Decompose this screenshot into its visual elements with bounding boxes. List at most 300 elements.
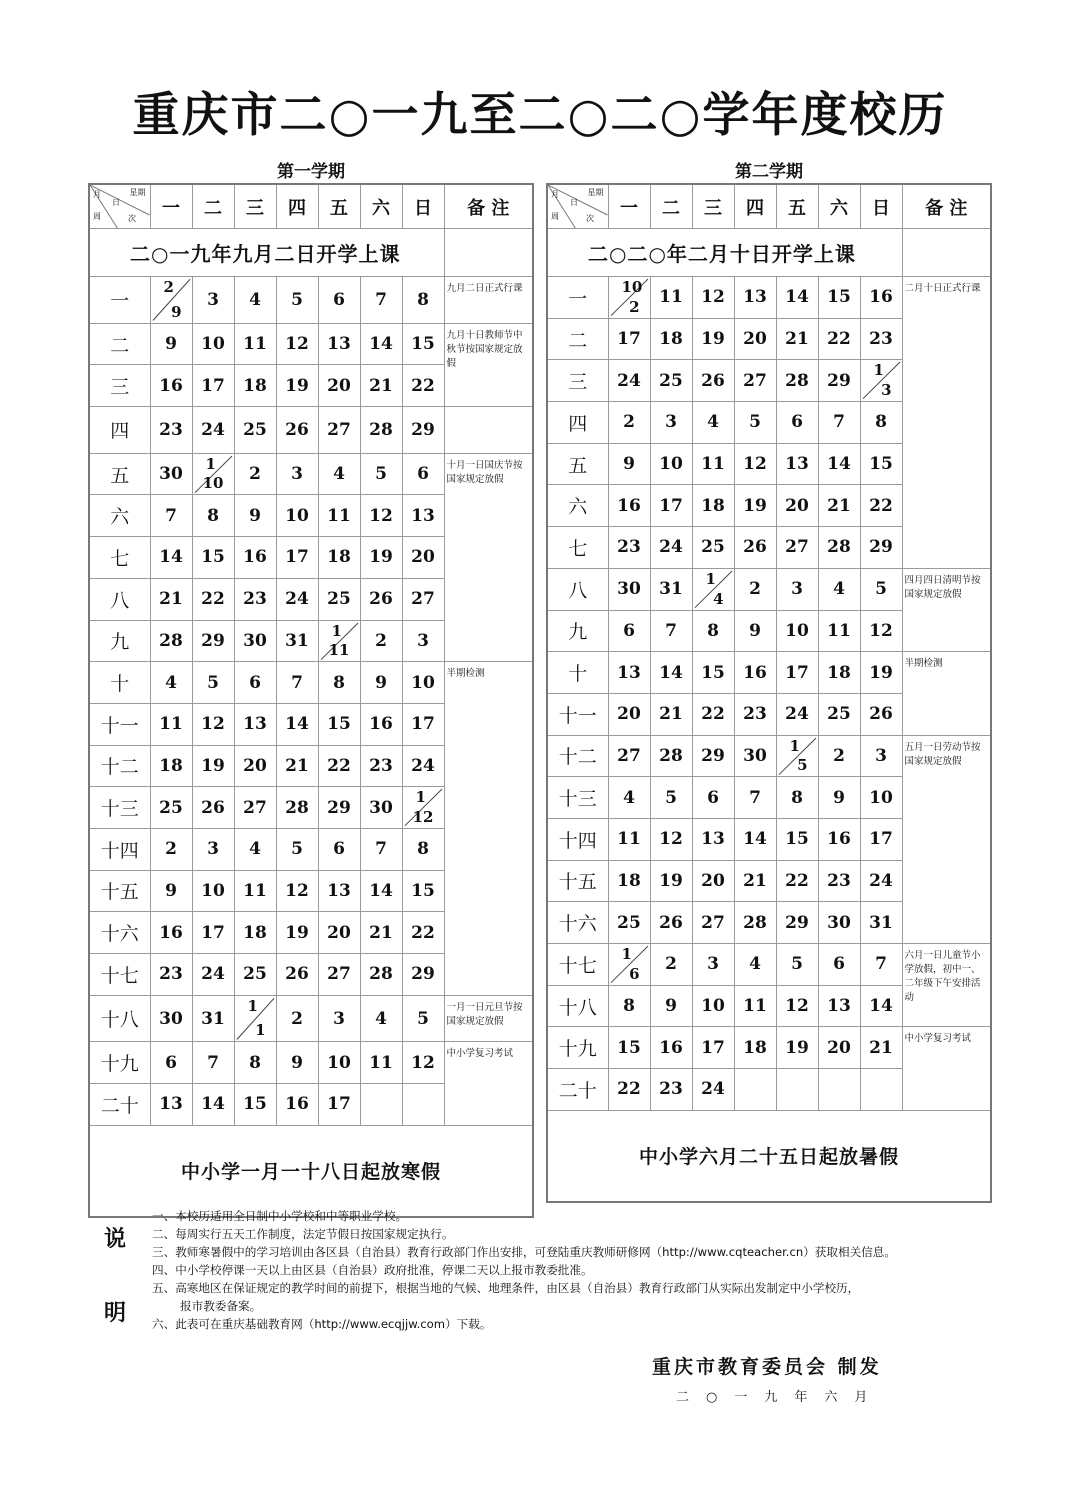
day-cell: 10 [650, 443, 692, 485]
day-cell: 19 [734, 485, 776, 527]
corner-label: 日 [570, 198, 578, 207]
day-cell: 14 [192, 1084, 234, 1126]
day-cell: 16 [150, 365, 192, 407]
day-cell: 8 [692, 610, 734, 652]
day-cell: 7 [150, 495, 192, 537]
day-cell: 8 [318, 662, 360, 704]
term-start: 二○二○年二月十日开学上课 [547, 229, 902, 277]
week-number: 十九 [547, 1027, 608, 1069]
day-cell: 16 [734, 652, 776, 694]
day-cell: 18 [150, 745, 192, 787]
day-cell: 23 [234, 578, 276, 620]
day-cell: 21 [650, 693, 692, 735]
corner-label: 星期 [587, 188, 604, 197]
note-cell [444, 407, 533, 454]
day-cell: 19 [860, 652, 902, 694]
day-cell: 27 [318, 954, 360, 996]
day-cell: 17 [192, 912, 234, 954]
week-number: 一 [547, 277, 608, 319]
corner-diagonal [548, 185, 608, 228]
note-cell: 中小学复习考试 [902, 1027, 991, 1110]
note-cell: 九月十日教师节中秋节按国家规定放假 [444, 323, 533, 406]
day-cell: 16 [360, 703, 402, 745]
week-number: 十三 [547, 777, 608, 819]
day-cell: 8 [860, 402, 902, 444]
day-cell: 17 [402, 703, 444, 745]
vacation-note: 中小学一月一十八日起放寒假 [89, 1125, 533, 1217]
day-cell [192, 453, 234, 495]
note-cell: 半期检测 [444, 662, 533, 996]
week-row [89, 1042, 533, 1084]
day-cell: 8 [608, 985, 650, 1027]
note-cell: 四月四日清明节按国家规定放假 [902, 568, 991, 651]
day-cell: 22 [692, 693, 734, 735]
day-cell: 15 [192, 537, 234, 579]
day-cell: 23 [150, 954, 192, 996]
corner-header-cell [547, 184, 608, 229]
day-cell: 22 [818, 318, 860, 360]
day-cell: 15 [234, 1084, 276, 1126]
split-bottom: 12 [412, 807, 434, 826]
day-cell: 26 [360, 578, 402, 620]
month-split [861, 360, 902, 401]
corner-diagonal [90, 185, 150, 228]
week-row [89, 323, 533, 365]
day-cell [360, 1084, 402, 1126]
day-cell: 10 [192, 870, 234, 912]
day-cell: 31 [276, 620, 318, 662]
day-cell: 15 [692, 652, 734, 694]
day-cell: 10 [860, 777, 902, 819]
week-number: 六 [547, 485, 608, 527]
split-bottom: 11 [328, 641, 350, 660]
day-cell: 14 [776, 277, 818, 319]
day-cell: 7 [650, 610, 692, 652]
week-number: 十八 [547, 985, 608, 1027]
day-cell: 13 [776, 443, 818, 485]
day-cell: 19 [360, 537, 402, 579]
week-number: 十一 [547, 693, 608, 735]
day-cell [692, 568, 734, 610]
day-cell: 6 [402, 453, 444, 495]
day-cell: 14 [360, 323, 402, 365]
day-cell: 11 [818, 610, 860, 652]
day-cell: 19 [192, 745, 234, 787]
day-cell: 3 [192, 828, 234, 870]
day-header: 三 [692, 184, 734, 229]
month-split [609, 944, 650, 985]
corner-label: 星期 [129, 188, 146, 197]
issued-date: 二○一九年六月 [676, 1390, 885, 1405]
explanation-list [152, 1207, 1032, 1333]
day-cell: 18 [650, 318, 692, 360]
week-row [547, 568, 991, 610]
day-cell: 13 [734, 277, 776, 319]
day-cell [150, 277, 192, 324]
day-cell: 15 [402, 323, 444, 365]
week-number: 十 [89, 662, 150, 704]
day-cell: 7 [360, 277, 402, 324]
day-header: 五 [318, 184, 360, 229]
day-cell: 10 [402, 662, 444, 704]
day-cell: 21 [360, 365, 402, 407]
day-cell: 14 [150, 537, 192, 579]
split-top: 1 [205, 454, 216, 473]
day-cell: 26 [276, 407, 318, 454]
day-cell: 28 [734, 902, 776, 944]
day-cell: 5 [276, 277, 318, 324]
day-cell: 29 [860, 527, 902, 569]
day-cell: 24 [192, 407, 234, 454]
note-cell [902, 229, 991, 277]
day-cell: 11 [234, 870, 276, 912]
note-cell: 半期检测 [902, 652, 991, 735]
week-number: 十七 [89, 954, 150, 996]
day-cell [608, 944, 650, 986]
day-cell: 29 [776, 902, 818, 944]
day-cell: 15 [776, 818, 818, 860]
day-cell: 5 [860, 568, 902, 610]
day-cell: 4 [692, 402, 734, 444]
day-cell: 21 [150, 578, 192, 620]
day-cell: 18 [234, 365, 276, 407]
week-number: 八 [547, 568, 608, 610]
day-cell: 29 [818, 360, 860, 402]
day-cell: 20 [608, 693, 650, 735]
day-cell [818, 1069, 860, 1111]
month-split [151, 277, 192, 323]
week-number: 三 [89, 365, 150, 407]
notes-header: 备 注 [444, 184, 533, 229]
day-cell: 12 [692, 277, 734, 319]
day-cell: 12 [276, 323, 318, 365]
month-split [777, 736, 818, 777]
day-cell: 6 [776, 402, 818, 444]
note-cell: 六月一日儿童节小学放假，初中一、二年级下午安排活动 [902, 944, 991, 1027]
day-cell: 22 [318, 745, 360, 787]
day-cell: 24 [860, 860, 902, 902]
day-cell: 25 [234, 954, 276, 996]
day-cell: 2 [608, 402, 650, 444]
explanation-item: 三、教师寒暑假中的学习培训由各区县（自治县）教育行政部门作出安排，可登陆重庆教师研修网（http://www.cqteacher.cn）获取相关信息。 [152, 1245, 896, 1259]
day-cell: 28 [150, 620, 192, 662]
day-cell: 27 [734, 360, 776, 402]
split-top: 1 [705, 569, 716, 588]
day-cell: 26 [692, 360, 734, 402]
day-cell: 11 [608, 818, 650, 860]
split-top: 1 [331, 621, 342, 640]
day-cell: 26 [650, 902, 692, 944]
day-cell: 19 [276, 365, 318, 407]
day-cell: 21 [276, 745, 318, 787]
day-cell: 15 [818, 277, 860, 319]
week-number: 九 [547, 610, 608, 652]
note-cell: 五月一日劳动节按国家规定放假 [902, 735, 991, 943]
day-cell: 23 [608, 527, 650, 569]
week-row [547, 735, 991, 777]
day-cell: 6 [318, 828, 360, 870]
day-cell: 25 [650, 360, 692, 402]
explanation-item: 六、此表可在重庆基础教育网（http://www.ecqjjw.com）下载。 [152, 1317, 492, 1331]
day-header: 三 [234, 184, 276, 229]
day-cell: 25 [234, 407, 276, 454]
day-cell [734, 1069, 776, 1111]
day-cell: 27 [608, 735, 650, 777]
day-cell: 29 [318, 787, 360, 829]
week-number: 二 [547, 318, 608, 360]
day-cell: 15 [860, 443, 902, 485]
day-cell: 13 [150, 1084, 192, 1126]
day-cell: 30 [360, 787, 402, 829]
week-row [89, 995, 533, 1042]
week-row [547, 277, 991, 319]
day-cell: 9 [234, 495, 276, 537]
day-cell: 6 [234, 662, 276, 704]
day-cell: 11 [318, 495, 360, 537]
week-number: 十 [547, 652, 608, 694]
split-bottom: 9 [171, 302, 182, 321]
explanation-item: 报市教委备案。 [180, 1299, 262, 1313]
day-cell: 3 [318, 995, 360, 1042]
day-cell: 31 [860, 902, 902, 944]
week-number: 一 [89, 277, 150, 324]
day-cell: 7 [860, 944, 902, 986]
split-top: 10 [621, 278, 643, 296]
day-cell: 16 [150, 912, 192, 954]
day-cell: 27 [318, 407, 360, 454]
day-cell: 20 [318, 365, 360, 407]
day-cell: 22 [402, 365, 444, 407]
day-cell: 3 [860, 735, 902, 777]
day-cell: 13 [402, 495, 444, 537]
day-cell: 21 [818, 485, 860, 527]
day-cell: 17 [192, 365, 234, 407]
day-cell: 17 [608, 318, 650, 360]
day-cell: 21 [734, 860, 776, 902]
day-cell: 4 [150, 662, 192, 704]
day-cell: 13 [692, 818, 734, 860]
day-cell: 2 [234, 453, 276, 495]
split-bottom: 5 [797, 756, 808, 775]
semester1-calendar [88, 183, 534, 1218]
day-cell: 18 [818, 652, 860, 694]
day-cell: 9 [150, 870, 192, 912]
split-top: 1 [415, 788, 426, 807]
week-number: 十三 [89, 787, 150, 829]
week-number: 四 [89, 407, 150, 454]
day-cell: 5 [192, 662, 234, 704]
day-cell: 14 [860, 985, 902, 1027]
day-cell: 9 [360, 662, 402, 704]
corner-label: 次 [586, 214, 594, 223]
split-top: 1 [247, 996, 258, 1015]
day-cell: 27 [692, 902, 734, 944]
day-cell: 30 [234, 620, 276, 662]
day-cell: 20 [234, 745, 276, 787]
day-cell: 12 [192, 703, 234, 745]
week-number: 七 [547, 527, 608, 569]
day-cell [860, 360, 902, 402]
day-cell: 20 [402, 537, 444, 579]
week-row [89, 453, 533, 495]
day-cell: 29 [402, 954, 444, 996]
day-cell: 30 [150, 995, 192, 1042]
day-cell: 12 [776, 985, 818, 1027]
day-cell: 8 [192, 495, 234, 537]
day-cell: 2 [650, 944, 692, 986]
day-cell: 2 [360, 620, 402, 662]
day-cell: 8 [776, 777, 818, 819]
day-cell: 4 [234, 277, 276, 324]
day-cell: 27 [234, 787, 276, 829]
week-number: 九 [89, 620, 150, 662]
day-cell: 23 [860, 318, 902, 360]
note-cell: 中小学复习考试 [444, 1042, 533, 1125]
corner-label: 周 [551, 212, 559, 221]
day-cell: 22 [402, 912, 444, 954]
day-cell: 4 [234, 828, 276, 870]
day-cell: 5 [360, 453, 402, 495]
day-cell: 25 [318, 578, 360, 620]
day-cell [402, 1084, 444, 1126]
day-cell: 11 [150, 703, 192, 745]
day-cell: 28 [818, 527, 860, 569]
day-cell: 20 [776, 485, 818, 527]
week-number: 二十 [89, 1084, 150, 1126]
week-number: 十九 [89, 1042, 150, 1084]
day-cell: 30 [150, 453, 192, 495]
day-cell: 11 [650, 277, 692, 319]
day-cell: 24 [402, 745, 444, 787]
week-number: 六 [89, 495, 150, 537]
split-bottom: 1 [255, 1021, 266, 1040]
day-cell: 12 [276, 870, 318, 912]
day-cell: 26 [734, 527, 776, 569]
week-row [89, 407, 533, 454]
day-cell: 17 [650, 485, 692, 527]
day-cell: 9 [734, 610, 776, 652]
week-row [89, 662, 533, 704]
day-cell [608, 277, 650, 319]
day-header: 二 [650, 184, 692, 229]
month-split [609, 277, 650, 318]
month-split [693, 569, 734, 610]
day-cell: 22 [776, 860, 818, 902]
day-cell: 30 [734, 735, 776, 777]
day-cell: 24 [608, 360, 650, 402]
semester1-title: 第一学期 [277, 162, 345, 182]
day-cell: 12 [734, 443, 776, 485]
corner-header-cell [89, 184, 150, 229]
day-cell: 3 [192, 277, 234, 324]
day-cell: 20 [692, 860, 734, 902]
day-cell: 2 [276, 995, 318, 1042]
day-cell: 3 [276, 453, 318, 495]
day-cell: 24 [776, 693, 818, 735]
day-cell: 31 [192, 995, 234, 1042]
day-cell: 30 [818, 902, 860, 944]
day-cell: 12 [402, 1042, 444, 1084]
day-cell: 4 [608, 777, 650, 819]
term-start: 二○一九年九月二日开学上课 [89, 229, 444, 277]
week-row [547, 1027, 991, 1069]
day-cell: 6 [818, 944, 860, 986]
day-cell [860, 1069, 902, 1111]
day-cell: 21 [860, 1027, 902, 1069]
split-bottom: 6 [629, 964, 640, 983]
month-split [193, 454, 234, 495]
day-cell: 27 [402, 578, 444, 620]
day-cell: 24 [192, 954, 234, 996]
day-cell: 10 [276, 495, 318, 537]
week-row [547, 652, 991, 694]
day-cell: 7 [734, 777, 776, 819]
day-cell: 11 [234, 323, 276, 365]
corner-label: 日 [112, 198, 120, 207]
week-row [547, 944, 991, 986]
day-cell: 16 [860, 277, 902, 319]
day-cell: 13 [818, 985, 860, 1027]
day-header: 日 [860, 184, 902, 229]
day-cell: 6 [692, 777, 734, 819]
split-bottom: 10 [202, 474, 224, 493]
day-cell: 28 [650, 735, 692, 777]
week-row [89, 277, 533, 324]
issuer: 重庆市教育委员会 制发 [652, 1356, 882, 1378]
day-cell: 16 [650, 1027, 692, 1069]
day-cell: 19 [776, 1027, 818, 1069]
day-cell: 12 [860, 610, 902, 652]
day-cell: 9 [608, 443, 650, 485]
day-cell: 28 [276, 787, 318, 829]
day-cell: 24 [276, 578, 318, 620]
day-cell [318, 620, 360, 662]
corner-label: 月 [93, 190, 101, 199]
week-number: 十七 [547, 944, 608, 986]
note-cell: 二月十日正式行课 [902, 277, 991, 569]
day-cell: 26 [192, 787, 234, 829]
explanation-item: 二、每周实行五天工作制度，法定节假日按国家规定执行。 [152, 1227, 454, 1241]
day-cell: 18 [692, 485, 734, 527]
day-cell: 30 [608, 568, 650, 610]
explanation-label-1: 说 [104, 1227, 127, 1252]
day-cell: 3 [692, 944, 734, 986]
day-cell: 11 [360, 1042, 402, 1084]
semester2-calendar [546, 183, 992, 1203]
corner-label: 月 [551, 190, 559, 199]
day-cell: 14 [360, 870, 402, 912]
day-cell: 6 [318, 277, 360, 324]
day-cell: 9 [818, 777, 860, 819]
day-cell: 11 [734, 985, 776, 1027]
day-cell: 23 [150, 407, 192, 454]
day-cell: 5 [650, 777, 692, 819]
day-cell: 28 [360, 407, 402, 454]
split-bottom: 3 [881, 381, 892, 400]
note-cell: 十月一日国庆节按国家规定放假 [444, 453, 533, 661]
day-cell: 21 [776, 318, 818, 360]
split-bottom: 4 [713, 589, 724, 608]
week-number: 十八 [89, 995, 150, 1042]
week-number: 二 [89, 323, 150, 365]
week-number: 四 [547, 402, 608, 444]
week-number: 十一 [89, 703, 150, 745]
day-cell: 20 [318, 912, 360, 954]
day-cell: 5 [276, 828, 318, 870]
week-number: 十五 [89, 870, 150, 912]
day-header: 四 [276, 184, 318, 229]
day-cell: 21 [360, 912, 402, 954]
